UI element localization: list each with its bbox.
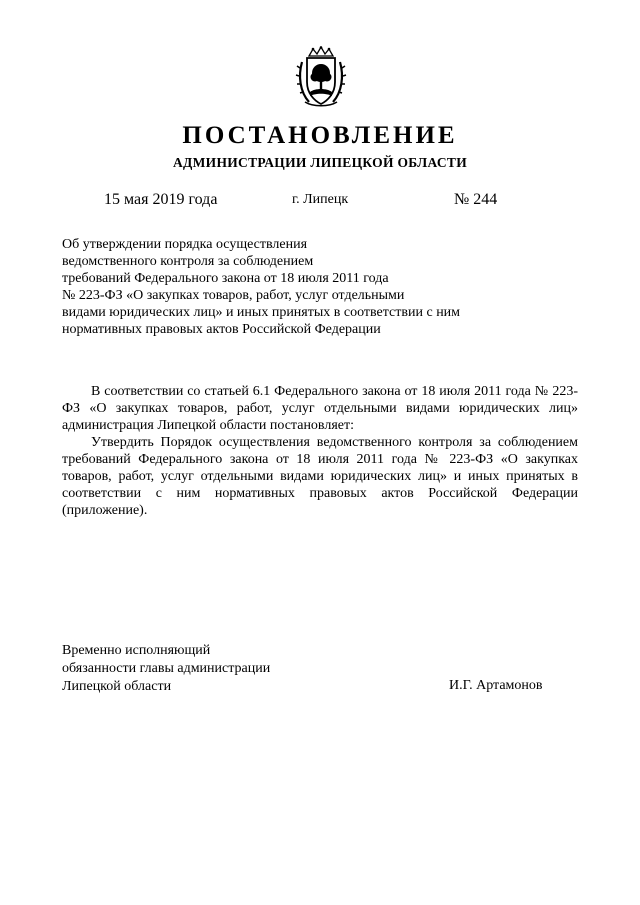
subject-line: нормативных правовых актов Российской Федерации [62, 322, 381, 337]
subject-line: Об утверждении порядка осуществления [62, 237, 308, 252]
document-body [62, 383, 578, 519]
signatory-position-line: Временно исполняющий [62, 643, 211, 658]
document-subject [62, 236, 522, 338]
body-paragraph: В соответствии со статьей 6.1 Федерального закона от 18 июля 2011 года № 223-ФЗ «О закупках товаров, работ, услуг отдельными видами юридических лиц» администрация Липецкой области постановляет: [62, 384, 578, 433]
signatory-name: И.Г. Артамонов [449, 678, 543, 693]
signatory-position-line: Липецкой области [62, 679, 172, 694]
subject-line: требований Федерального закона от 18 июля 2011 года [62, 271, 389, 286]
signatory-position-line: обязанности главы администрации [62, 661, 271, 676]
document-date: 15 мая 2019 года [104, 191, 218, 208]
coat-of-arms-icon [295, 46, 347, 108]
document-title: ПОСТАНОВЛЕНИЕ [182, 122, 458, 149]
issuing-authority: АДМИНИСТРАЦИИ ЛИПЕЦКОЙ ОБЛАСТИ [172, 155, 468, 170]
body-paragraph: Утвердить Порядок осуществления ведомственного контроля за соблюдением требований Федерального закона от 18 июля 2011 года № 223-ФЗ «О закупках товаров, работ, услуг отдельными видами юридических лиц» и иных принятых в соответствии с ним нормативных правовых актов Российской Федерации (приложение). [62, 435, 578, 518]
document-city: г. Липецк [292, 192, 349, 207]
subject-line: № 223-ФЗ «О закупках товаров, работ, услуг отдельными [62, 288, 405, 303]
subject-line: видами юридических лиц» и иных принятых в соответствии с ним [62, 305, 461, 320]
document-number: № 244 [454, 191, 498, 208]
subject-line: ведомственного контроля за соблюдением [62, 254, 314, 269]
